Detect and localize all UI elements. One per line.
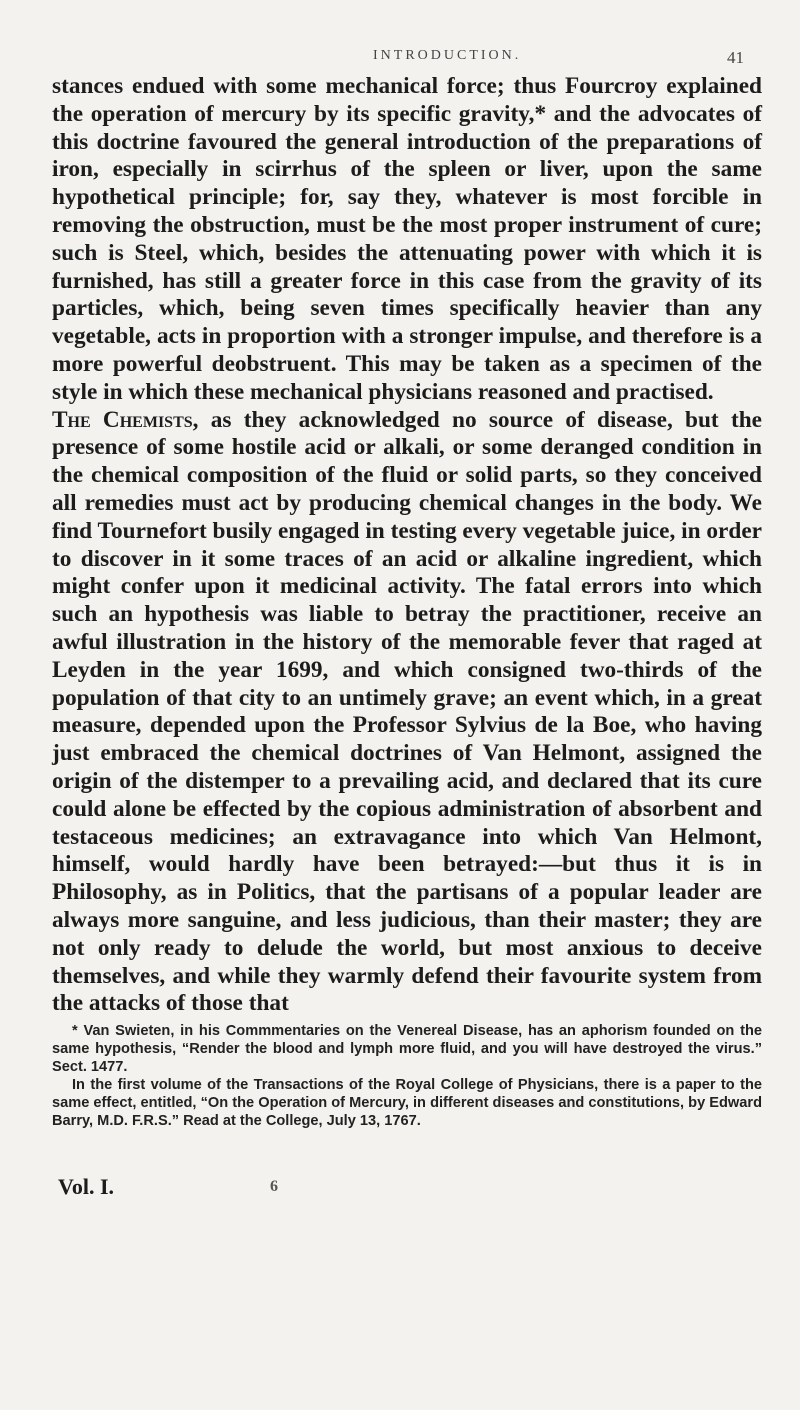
paragraph-2-lead: The Chemists, [52,406,199,433]
page-number: 41 [727,48,744,67]
footnote-1: * Van Swieten, in his Commmentaries on the Venereal Disease, has an aphorism founded on the same hypothesis, “Render the blood and lymph more fluid, and you will have destroyed the virus.” Sect. 1477. [52,1023,762,1075]
signature-line [58,1174,458,1202]
volume-mark: Vol. I. [58,1174,115,1199]
paragraph-2 [52,407,762,1019]
running-head [0,48,800,68]
footnotes [52,1022,762,1130]
main-text [52,73,762,1018]
footnote-2: In the first volume of the Transactions of the Royal College of Physicians, there is a paper to the same effect, entitled, “On the Operation of Mercury, in different diseases and constitutions, by Edward Barry, M.D. F.R.S.” Read at the College, July 13, 1767. [52,1077,762,1129]
signature-mark: 6 [270,1178,278,1195]
running-title: INTRODUCTION. [373,48,522,63]
paragraph-1: stances endued with some mechanical force; thus Fourcroy explained the operation of mercury by its specific gravity,* and the advocates of this doctrine favoured the general introduction of the preparations of iron, especially in scirrhus of the spleen or liver, upon the same hypothetical principle; for, say they, whatever is most forcible in removing the obstruction, must be the most proper instrument of cure; such is Steel, which, besides the attenuating power with which it is furnished, has still a greater force in this case from the gravity of its particles, which, being seven times specifically heavier than any vegetable, acts in proportion with a stronger impulse, and therefore is a more powerful deobstruent. This may be taken as a specimen of the style in which these mechanical physicians reasoned and practised. [52,73,762,405]
paragraph-2-text: as they acknowledged no source of disease, but the presence of some hostile acid or alkali, or some deranged condition in the chemical composition of the fluid or solid parts, so they conceived all remedies must act by producing chemical changes in the body. We find Tournefort busily engaged in testing every vegetable juice, in order to discover in it some traces of an acid or alkaline ingredient, which might confer upon it medicinal activity. The fatal errors into which such an hypothesis was liable to betray the practitioner, receive an awful illustration in the history of the memorable fever that raged at Leyden in the year 1699, and which consigned two-thirds of the population of that city to an untimely grave; an event which, in a great measure, depended upon the Professor Sylvius de la Boe, who having just embraced the chemical doctrines of Van Helmont, assigned the origin of the distemper to a prevailing acid, and declared that its cure could alone be effected by the copious administration of absorbent and testaceous medicines; an extravagance into which Van Helmont, himself, would hardly have been betrayed:—but thus it is in Philosophy, as in Politics, that the partisans of a popular leader are always more sanguine, and less judicious, than their master; they are not only ready to delude the world, but most anxious to deceive themselves, and while they warmly defend their favourite system from the attacks of those that [52,406,763,1017]
